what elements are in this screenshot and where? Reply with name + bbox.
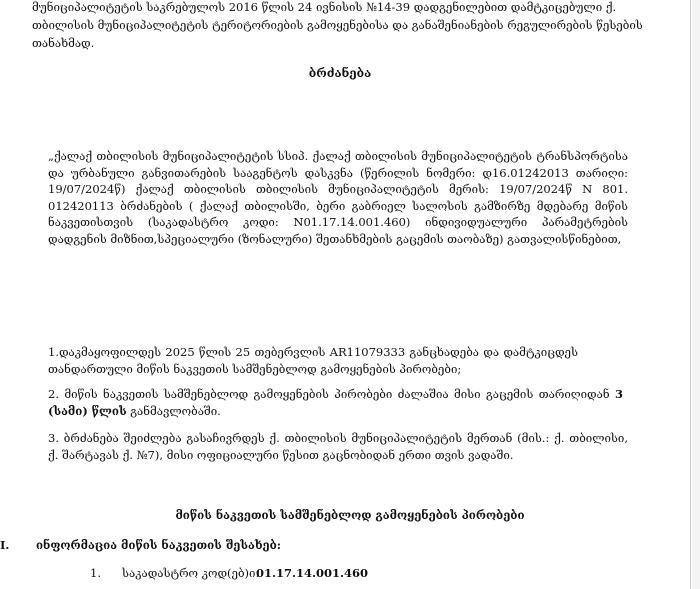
order-heading: ბრძანება [308, 66, 372, 80]
preamble-line-1: მუნიციპალიტეტის საკრებულოს 2016 წლის 24 ივნისის №14-39 დადგენილებით დამტკიცებული ქ. [32, 0, 617, 14]
cadastral-code-value: 01.17.14.001.460 [256, 566, 369, 580]
considering-paragraph: „ქალაქ თბილისის მუნიციპალიტეტის სსიპ. ქალაქ თბილისის მუნიციპალიტეტის ტრანსპორტისა და ურბანული განვითარების სააგენტოს დასკვნა (წერილის ნომერი: დ16.01242013 თარიღი: 19/07/2024წ) ქალაქ თბილისის თბილისის მუნიციპალიტეტის მერის: 19/07/2024წ N 801. 012420113 ბრძანების ( ქალაქ თბილისში, ბერი გაბრიელ სალოსის გამზირზე მდებარე მიწის ნაკვეთისთვის (საკადასტრო კოდი: N01.17.14.001.460) ინდივიდუალური პარამეტრების დადგენის მიზნით,სპეციალური (ზონალური) შეთანხმების გაცემის თაობაზე) გათვალისწინებით, [48, 149, 628, 246]
page-margin-shadow [692, 0, 700, 589]
page-edge [690, 0, 691, 589]
order-item-2-end: განმავლობაში. [126, 403, 221, 418]
order-item-1: 1.დაკმაყოფილდეს 2025 წლის 25 თებერვლის AR11079333 განცხადება და დამტკიცდეს თანდართული მიწის ნაკვეთის სამშენებლოდ გამოყენების პირობები; [48, 345, 578, 376]
section-numeral: I. [0, 538, 10, 552]
preamble-line-2: თბილისის მუნიციპალიტეტის ტერიტორიების გამოყენებისა და განაშენიანების რეგულირების წესების [32, 18, 643, 32]
conditions-title: მიწის ნაკვეთის სამშენებლოდ გამოყენების პირობები [175, 508, 525, 522]
order-item-2 [48, 386, 623, 419]
subitem-number: 1. [90, 566, 101, 580]
preamble-line-3: თანახმად. [32, 36, 95, 50]
order-item-2-text: 2. მიწის ნაკვეთის სამშენებლოდ გამოყენების პირობები ძალაშია მისი გაცემის თარიღიდან [48, 387, 615, 401]
section-title: ინფორმაცია მიწის ნაკვეთის შესახებ: [36, 538, 282, 552]
cadastral-code-label: საკადასტრო კოდ(ებ)ი: [122, 566, 260, 580]
validity-period: 3 (სამი) წლის [48, 387, 623, 418]
order-item-3: 3. ბრძანება შეიძლება გასაჩივრდეს ქ. თბილისის მუნიციპალიტეტის მერთან (მის.: ქ. თბილისი, ქ. შარტავას ქ. №7), მისი ოფიციალური წესით გაცნობიდან ერთი თვის ვადაში. [48, 431, 628, 462]
